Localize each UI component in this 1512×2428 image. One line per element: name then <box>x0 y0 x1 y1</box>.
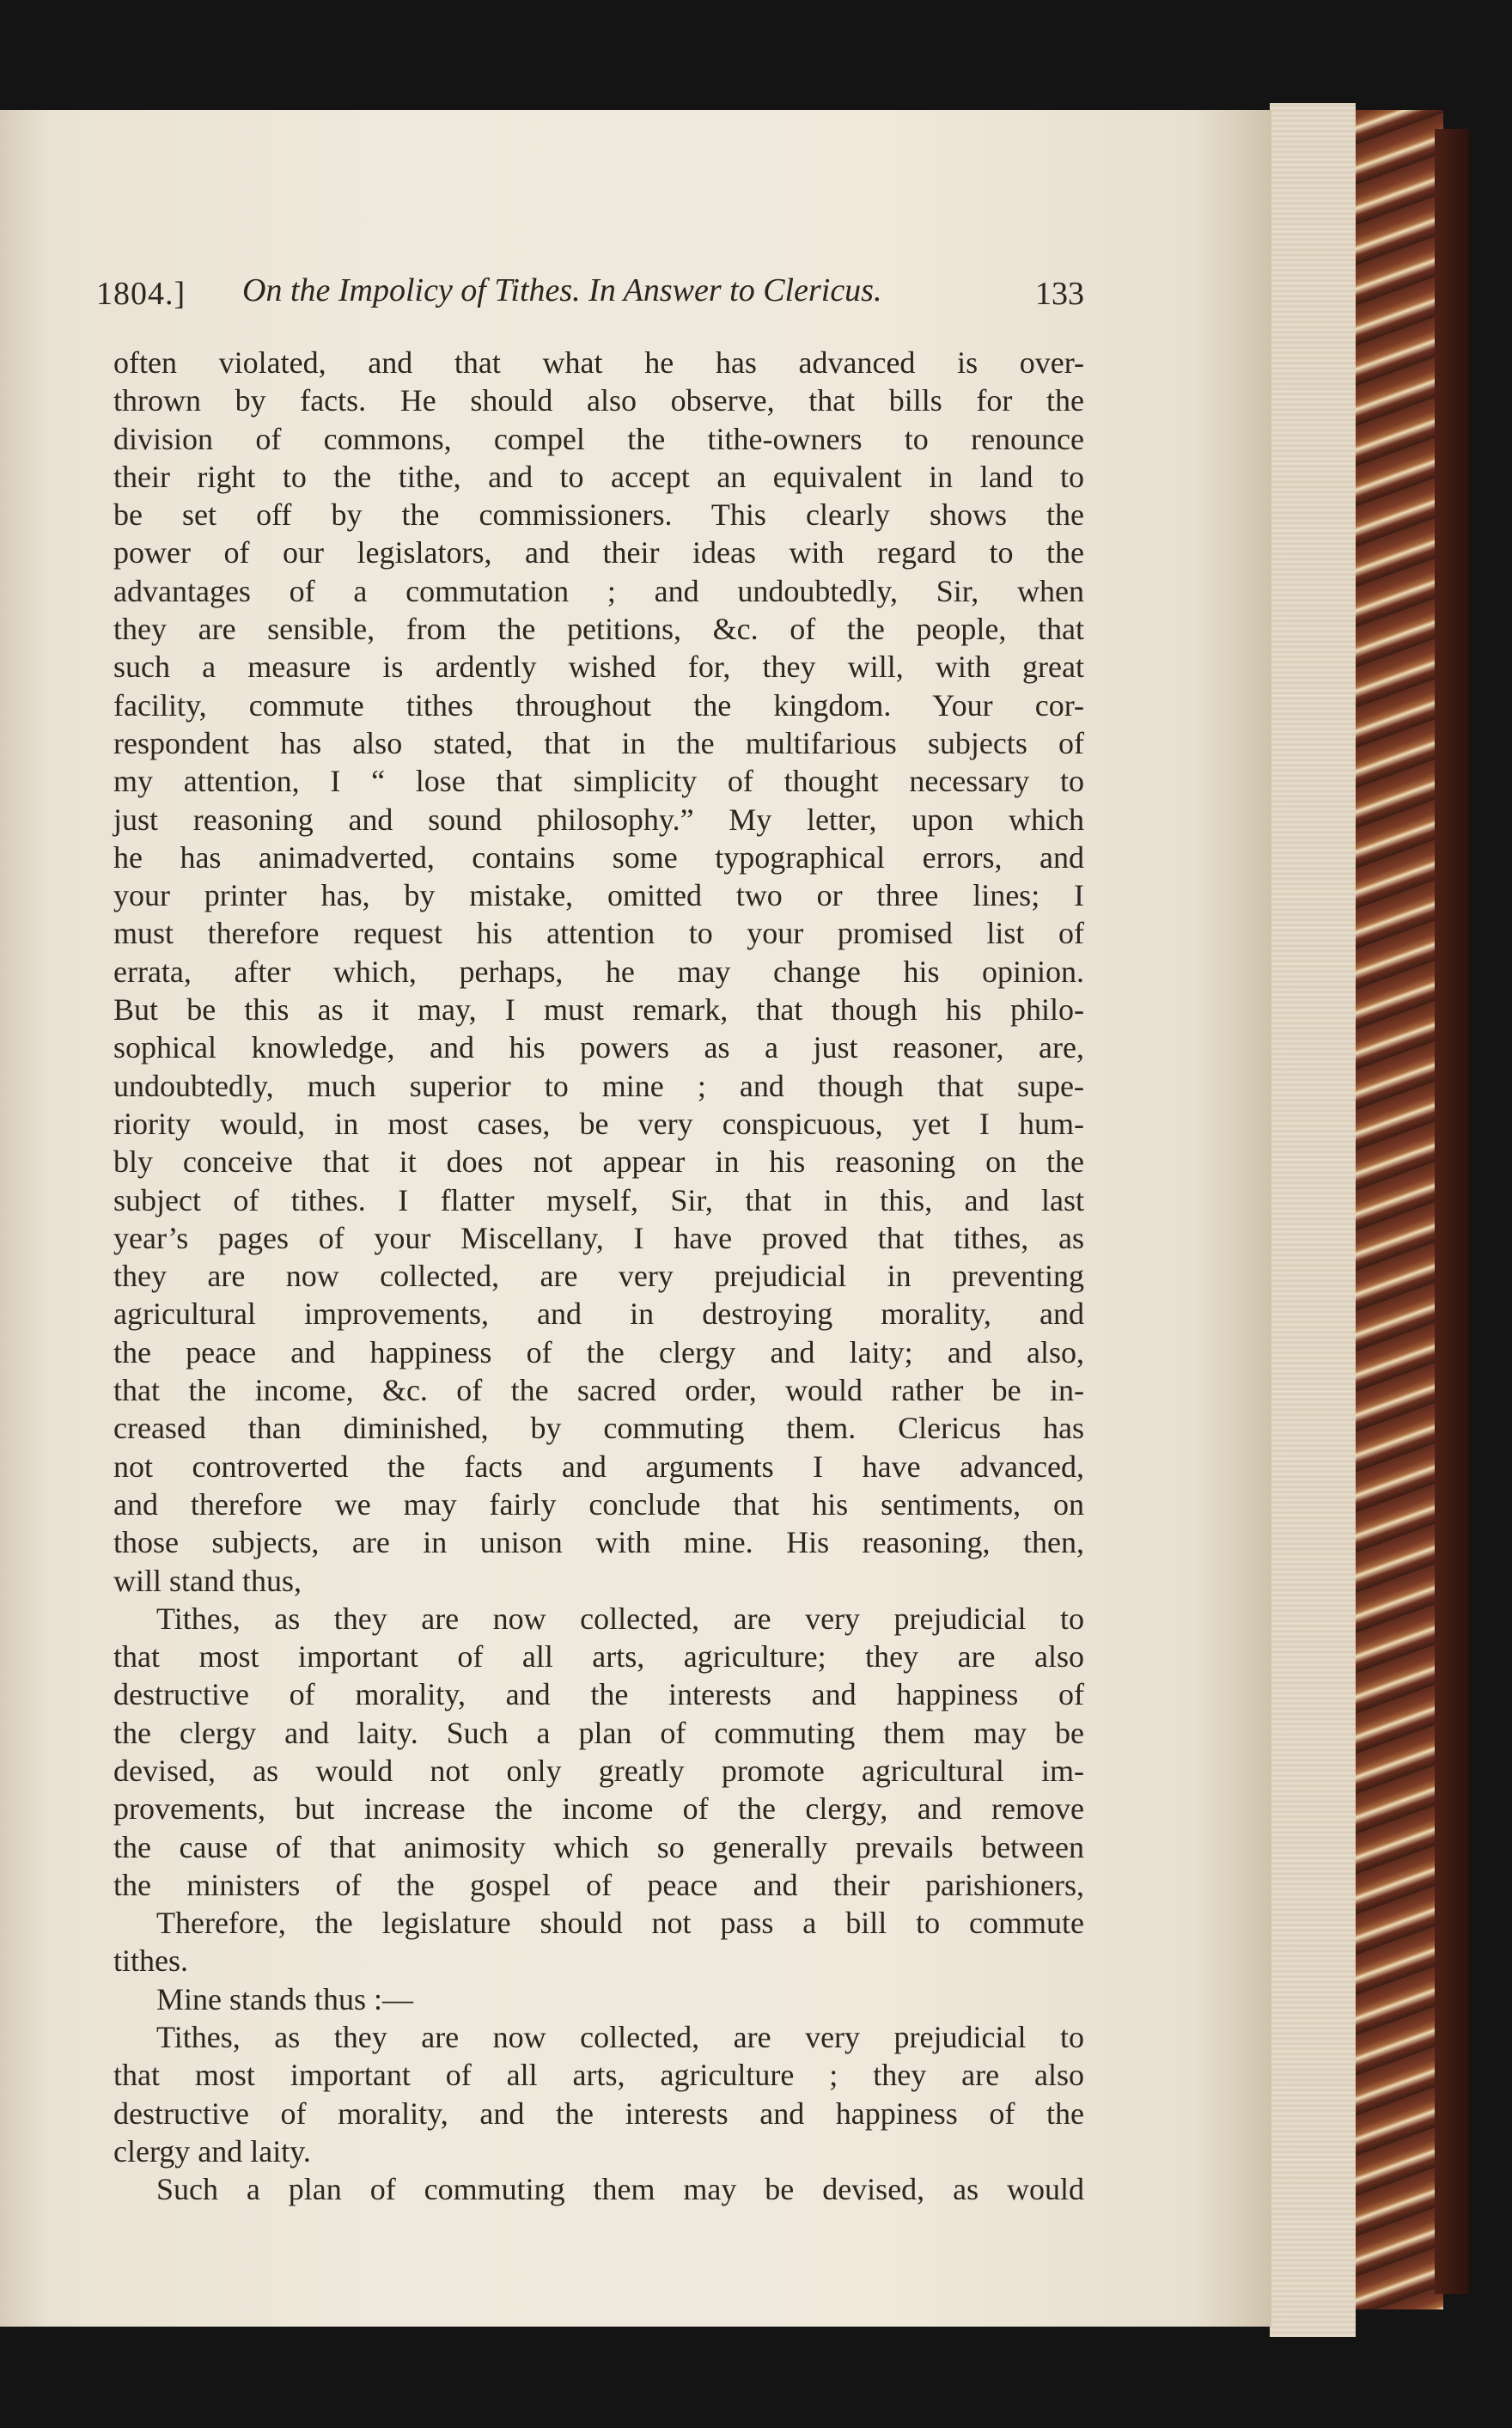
text-line: riority would, in most cases, be very conspicuous, yet I hum- <box>113 1106 1084 1141</box>
text-line: the cause of that animosity which so generally prevails between <box>113 1829 1084 1864</box>
text-line: the peace and happiness of the clergy and laity; and also, <box>113 1334 1084 1370</box>
text-line: your printer has, by mistake, omitted two or three lines; I <box>113 878 1084 913</box>
text-line: power of our legislators, and their ideas with regard to the <box>113 535 1084 570</box>
body-text <box>113 344 1084 2209</box>
text-line: Mine stands thus :— <box>156 1981 414 2016</box>
text-line: will stand thus, <box>113 1563 302 1598</box>
text-line: agricultural improvements, and in destroying morality, and <box>113 1296 1084 1332</box>
text-line: that the income, &c. of the sacred order, would rather be in- <box>113 1373 1084 1408</box>
page-number: 133 <box>1035 276 1084 312</box>
text-line: destructive of morality, and the interests and happiness of <box>113 1677 1084 1712</box>
text-line: clergy and laity. <box>113 2133 311 2169</box>
text-line: errata, after which, perhaps, he may change his opinion. <box>113 954 1084 989</box>
header-year: 1804.] <box>96 276 186 312</box>
text-line: their right to the tithe, and to accept an equivalent in land to <box>113 459 1084 494</box>
text-line: be set off by the commissioners. This clearly shows the <box>113 497 1084 533</box>
text-line: such a measure is ardently wished for, they will, with great <box>113 650 1084 685</box>
text-line: undoubtedly, much superior to mine ; and though that supe- <box>113 1068 1084 1103</box>
text-line: that most important of all arts, agriculture ; they are also <box>113 2058 1084 2093</box>
text-line: Tithes, as they are now collected, are very prejudicial to <box>156 2020 1084 2055</box>
text-line: the clergy and laity. Such a plan of commuting them may be <box>113 1715 1084 1750</box>
text-line: sophical knowledge, and his powers as a just reasoner, are, <box>113 1030 1084 1065</box>
text-line: often violated, and that what he has advanced is over- <box>113 345 1084 380</box>
text-line: not controverted the facts and arguments I have advanced, <box>113 1449 1084 1484</box>
text-line: destructive of morality, and the interests and happiness of the <box>113 2096 1084 2131</box>
text-line: facility, commute tithes throughout the kingdom. Your cor- <box>113 687 1084 723</box>
text-line: thrown by facts. He should also observe, that bills for the <box>113 383 1084 418</box>
text-line: Therefore, the legislature should not pass a bill to commute <box>156 1906 1084 1941</box>
text-line: my attention, I “ lose that simplicity of thought necessary to <box>113 764 1084 799</box>
text-line: respondent has also stated, that in the multifarious subjects of <box>113 725 1084 760</box>
page-fore-edge <box>1270 103 1356 2337</box>
text-line: he has animadverted, contains some typographical errors, and <box>113 839 1084 875</box>
book-cover-marbled <box>1340 110 1443 2309</box>
text-line: subject of tithes. I flatter myself, Sir, that in this, and last <box>113 1182 1084 1217</box>
text-line: Such a plan of commuting them may be devised, as would <box>156 2172 1084 2207</box>
running-header <box>96 268 1084 320</box>
text-line: tithes. <box>113 1943 188 1979</box>
text-line: that most important of all arts, agriculture; they are also <box>113 1639 1084 1675</box>
text-line: those subjects, are in unison with mine. His reasoning, then, <box>113 1525 1084 1560</box>
text-line: provements, but increase the income of the clergy, and remove <box>113 1791 1084 1827</box>
text-line: advantages of a commutation ; and undoubtedly, Sir, when <box>113 573 1084 608</box>
text-line: they are now collected, are very prejudicial in preventing <box>113 1259 1084 1294</box>
text-line: Tithes, as they are now collected, are very prejudicial to <box>156 1601 1084 1636</box>
text-line: year’s pages of your Miscellany, I have proved that tithes, as <box>113 1220 1084 1255</box>
text-line: But be this as it may, I must remark, that though his philo- <box>113 992 1084 1028</box>
text-line: the ministers of the gospel of peace and their parishioners, <box>113 1867 1084 1902</box>
text-line: just reasoning and sound philosophy.” My letter, upon which <box>113 802 1084 837</box>
text-line: and therefore we may fairly conclude that his sentiments, on <box>113 1486 1084 1522</box>
text-line: creased than diminished, by commuting them. Clericus has <box>113 1411 1084 1446</box>
text-line: devised, as would not only greatly promote agricultural im- <box>113 1753 1084 1788</box>
text-line: must therefore request his attention to your promised list of <box>113 916 1084 951</box>
text-line: division of commons, compel the tithe-owners to renounce <box>113 421 1084 456</box>
book-cover-edge <box>1435 129 1469 2294</box>
header-title: On the Impolicy of Tithes. In Answer to Clericus. <box>242 272 882 308</box>
text-line: bly conceive that it does not appear in his reasoning on the <box>113 1144 1084 1180</box>
text-line: they are sensible, from the petitions, &c. of the people, that <box>113 612 1084 647</box>
